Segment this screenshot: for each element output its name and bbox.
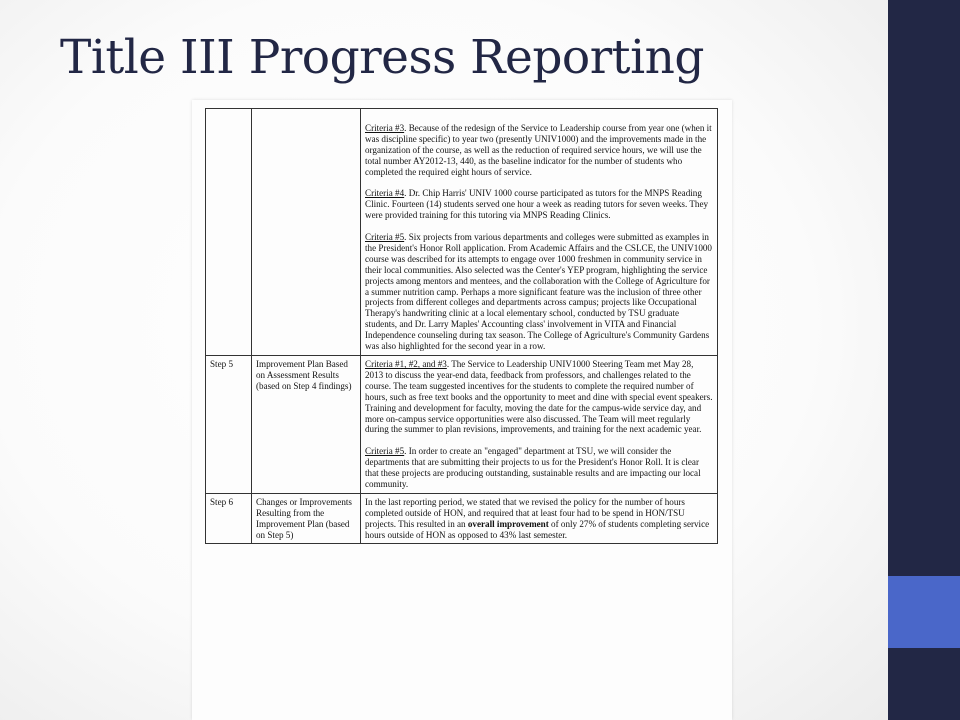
criteria-text: . Because of the redesign of the Service to Leadership course from year one (when it was discipline specific) to year two (presently UNIV1000) and the improvements made in the organization of the course, as well as the reduction of required service hours, we will use the total number AY2012-13, 440, as the baseline indicator for the number of students who completed the required eight hours of service. [365,123,712,177]
criteria-text: . The Service to Leadership UNIV1000 Steering Team met May 28, 2013 to discuss the year-end data, feedback from professors, and challenges related to the course. The team suggested incentives for the students to complete the required number of hours, such as free text books and the opportunity to meet and dine with special event speakers. Training and development for faculty, moving the date for the campus-wide service day, and more on-campus service opportunities were also discussed. The Team will meet regularly during the summer to plan revisions, improvements, and training for the next academic year. [365,359,713,435]
step-cell: Step 5 [206,356,252,494]
criteria-label: Criteria #5 [365,232,405,243]
slide-title: Title III Progress Reporting [60,30,704,85]
description-cell [361,356,718,494]
table-row-continued [206,109,718,356]
criteria-text: . In order to create an "engaged" department at TSU, we will consider the departments that are submitting their projects to us for the President's Honor Roll. It is clear that these projects are producing outstanding, sustainable results and are impacting our local community. [365,446,701,489]
table-row-step6 [206,493,718,544]
result-highlight: overall improvement [467,518,549,529]
phase-cell: Improvement Plan Based on Assessment Results (based on Step 4 findings) [252,356,361,494]
document-image [192,100,732,720]
criteria-paragraph [365,359,713,435]
criteria-text: . Six projects from various departments and colleges were submitted as examples in the President's Honor Roll application. From Academic Affairs and the CSLCE, the UNIV1000 course was described for its attempts to engage over 1000 freshmen in community service in their local communities. Also selected was the Center's YEP program, highlighting the service projects among mentors and mentees, and the collaboration with the College of Agriculture for a summer nutrition camp. Perhaps a more significant feature was the inclusion of three other projects from different colleges and departments across campus; projects like Occupational Therapy's handwriting clinic at a local elementary school, conducted by TSU graduate students, and Dr. Larry Maples' Accounting class' involvement in VITA and Financial Independence counseling during tax season. The College of Agriculture's Community Gardens was also highlighted for the second year in a row. [365,232,712,352]
phase-cell [252,109,361,356]
criteria-label: Criteria #5 [365,446,405,457]
description-cell [361,493,718,544]
criteria-text: . Dr. Chip Harris' UNIV 1000 course participated as tutors for the MNPS Reading Clinic. Fourteen (14) students served one hour a week as reading tutors for seven weeks. They were provided training for this tutoring via MNPS Reading Clinics. [365,188,709,221]
description-cell [361,109,718,356]
criteria-paragraph [365,123,713,178]
result-paragraph [365,497,713,541]
criteria-label: Criteria #3 [365,123,405,133]
criteria-paragraph [365,188,713,221]
phase-cell: Changes or Improvements Resulting from the Improvement Plan (based on Step 5) [252,493,361,544]
criteria-paragraph [365,232,713,352]
criteria-paragraph [365,446,713,490]
result-text-start: In the last reporting period, we stated that we revised the policy for the number of hours completed outside of HON, and required that at least four had to be spend in HON/TSU projects. This resulted in an [365,496,685,529]
result-text-end: of only 27% of students completing service hours outside of HON as opposed to 43% last semester. [365,518,710,540]
criteria-label: Criteria #1, #2, and #3 [365,359,447,369]
report-table [205,108,718,544]
table-row-step5 [206,356,718,494]
sidebar-accent-block [888,576,960,648]
step-cell [206,109,252,356]
criteria-label: Criteria #4 [365,188,405,199]
step-cell: Step 6 [206,493,252,544]
